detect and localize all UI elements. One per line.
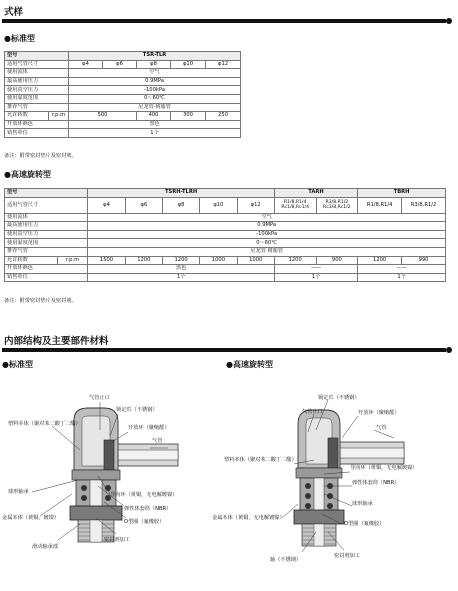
table-row: 推荐气管 尼龙管·树脂管 (5, 103, 241, 112)
table-row: 最高使用压力 0.9MPa (5, 222, 446, 231)
hs-callout-tube-stop: 气管止口 (302, 409, 323, 415)
hs-callout-ball-bearing: 球形轴承 (352, 501, 373, 507)
callout-tube-stop: 气管止口 (89, 395, 110, 401)
table-row: 使用温度范围 0～60℃ (5, 94, 241, 103)
table-row: 销售单位 1个 (5, 129, 241, 138)
hs-callout-lock-claw: 锁定爪（不锈钢） (318, 395, 360, 401)
table-row: 型号 TSRH-TLRH TARH TBRH (5, 189, 446, 198)
callout-guide-ring: 导向环（黄铜，无电解镀镍） (110, 492, 178, 498)
high-speed-leader-lines (224, 390, 458, 570)
structure-standard-title: ●标准型 (2, 360, 33, 369)
table-row: 使用流体 空气 (5, 69, 241, 78)
callout-body-resin: 塑料本体（聚对苯二酸丁二酯） (8, 421, 81, 427)
table-row: 适用气管尺寸 φ4 φ6 φ8 φ10 φ12 R1/8,R1/4 Rc1/8,Rc1/4 R3/8,R1/2 Rc3/8,Rc1/2 R1/8,R1/4 R3/8,R1/2 (5, 197, 446, 213)
callout-lock-claw: 锁定爪（不锈钢） (116, 407, 158, 413)
callout-o-ring: O型圈（氟橡胶） (124, 519, 165, 525)
callout-tube: 气管 (152, 438, 163, 444)
standard-spec-table (4, 51, 241, 138)
hs-callout-shaft: 轴（不锈钢） (270, 557, 302, 563)
table-row: 型号 TSR-TLR (5, 52, 241, 61)
hs-callout-o-ring: O型圈（氟橡胶） (344, 521, 385, 527)
callout-ball-bearing: 球形轴承 (8, 489, 29, 495)
table-row: 销售单位 1个 1个 1个 (5, 273, 446, 282)
high-speed-note: 备注：附带密封垫片及密封剂。 (4, 298, 77, 304)
high-speed-type-title: ●高速旋转型 (4, 170, 51, 179)
callout-metal-body: 金属本体（黄铜，镀镍） (2, 515, 60, 521)
hs-callout-elastic-sleeve: 弹性体套筒（NBR） (352, 480, 400, 486)
high-speed-spec-table (4, 188, 446, 282)
hs-callout-metal-body: 金属本体（黄铜，无电解镀镍） (212, 515, 285, 521)
section-title-structure: 内部结构及主要部件材料 (4, 336, 109, 347)
hs-callout-release-ring: 开放环（聚缩醛） (358, 410, 400, 416)
hs-callout-body-resin: 塑料本体（聚对苯二酸丁二酯） (224, 457, 297, 463)
callout-elastic-sleeve: 弹性体套筒（NBR） (124, 506, 172, 512)
table-row: 推荐气管 尼龙管·树脂管 (5, 247, 446, 256)
table-row: 适用气管尺寸 φ4 φ6 φ8 φ10 φ12 (5, 60, 241, 69)
standard-type-title: ●标准型 (4, 34, 35, 43)
table-row: 允许转数 r.p.m 1500 1200 1200 1000 1000 1200 900 1200 990 (5, 256, 446, 265)
table-row: 使用温度范围 0～60℃ (5, 239, 446, 248)
callout-sealant: 密封剂加工 (104, 537, 130, 543)
section-divider (2, 19, 446, 23)
table-row: 使用真空压力 -100kPa (5, 230, 446, 239)
section-title-spec: 式样 (4, 7, 24, 18)
table-row: 开放环颜色 黑色 —— —— (5, 265, 446, 274)
table-row: 开放环颜色 黑色 (5, 120, 241, 129)
hs-callout-tube: 气管 (376, 425, 387, 431)
hs-callout-sealant: 密封剂加工 (334, 553, 360, 559)
standard-note: 备注：附带密封垫片及密封剂。 (4, 153, 77, 159)
callout-slide-bearing: 滑动轴承部 (32, 544, 58, 550)
table-row: 使用流体 空气 (5, 213, 446, 222)
section-divider (2, 348, 446, 352)
table-row: 最高使用压力 0.9MPa (5, 77, 241, 86)
callout-release-ring: 开放环（聚缩醛） (128, 425, 170, 431)
table-row: 使用真空压力 -100kPa (5, 86, 241, 95)
table-row: 允许转数 r.p.m 500 400 300 250 (5, 112, 241, 121)
structure-high-speed-title: ●高速旋转型 (226, 360, 273, 369)
hs-callout-guide-ring: 导向环（黄铜，无电解镀镍） (350, 465, 418, 471)
